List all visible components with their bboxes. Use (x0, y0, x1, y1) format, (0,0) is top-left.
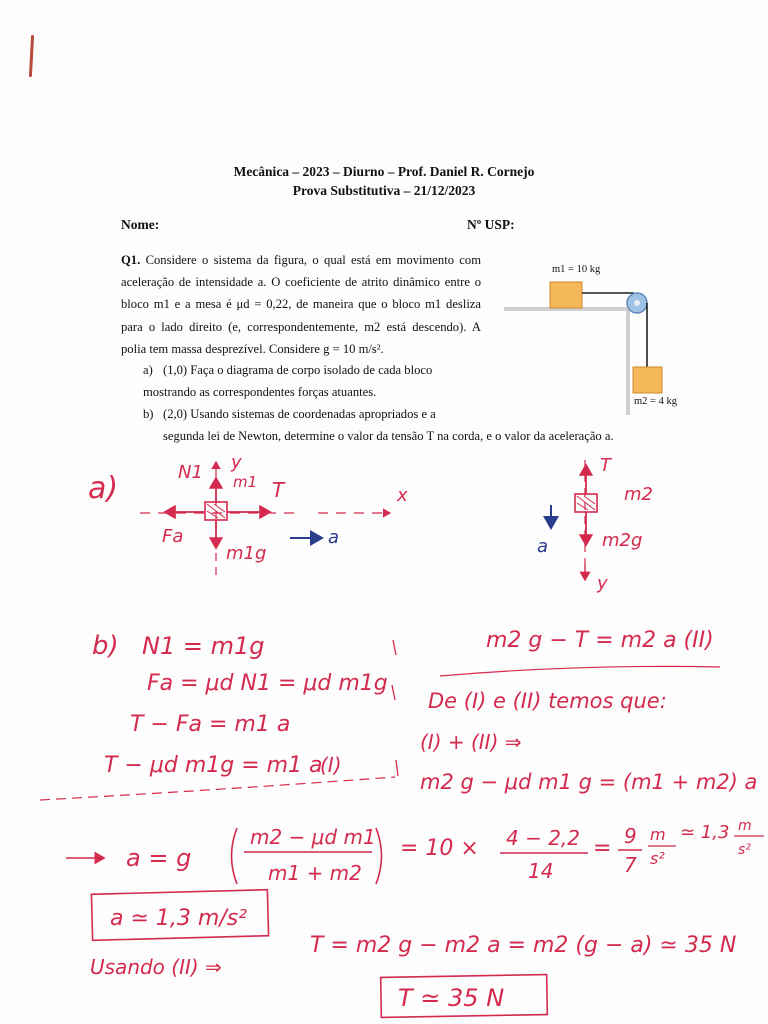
hw-Fa-label: Fa (162, 526, 184, 547)
hw-divider-right (440, 666, 720, 676)
hw-eq-accel-den2: 14 (528, 859, 554, 883)
exam-title: Mecânica – 2023 – Diurno – Prof. Daniel R. Cornejo (233, 164, 535, 179)
hw-boxed-accel: a ≃ 1,3 m/s² (110, 906, 248, 931)
hw-N1-label: N1 (178, 462, 203, 483)
hw-divider-left (40, 777, 395, 800)
hw-boxed-tension: T ≃ 35 N (398, 984, 505, 1012)
hw-eq-accel-den: m1 + m2 (268, 861, 362, 885)
hw-eq-I-tag: (I) (320, 753, 342, 777)
hw-eq-tension-lead: Usando (II) ⇒ (90, 955, 222, 979)
hw-m1-label: m1 (233, 473, 258, 491)
hw-eq-accel-mid: = 10 × (400, 836, 479, 861)
m1-mass-label: m1 = 10 kg (552, 264, 601, 275)
hw-block-m2-hatching (577, 496, 595, 510)
item-a-text: (1,0) Faça o diagrama de corpo isolado de cada bloco mostrando as correspondentes forças atuantes. (143, 363, 433, 400)
hw-x-label: x (397, 485, 408, 506)
hw-eq-N1: N1 = m1g (142, 632, 265, 660)
hw-paren-right (376, 828, 382, 884)
hw-paren-left (232, 828, 238, 884)
hw-unit2-s2: s² (738, 842, 751, 858)
hw-unit2-m: m (738, 818, 752, 834)
hw-eq-newton-m1: T − Fa = m1 a (130, 712, 291, 737)
hw-eq-combine-intro: De (I) e (II) temos que: (428, 689, 667, 713)
hw-eq-II: m2 g − T = m2 a (II) (486, 628, 714, 653)
hw-T-label: T (272, 478, 285, 502)
hw-eq-tension: T = m2 g − m2 a = m2 (g − a) ≃ 35 N (310, 933, 737, 958)
item-a-label: a) (143, 363, 153, 377)
question-body: Considere o sistema da figura, o qual está em movimento com aceleração de intensidade a. O coeficiente de atrito dinâmico entre o bloco m1 e a mesa é μd = 0,22, de maneira que o bloco m1 desliza para o lado direito (e, correspondentemente, m2 está descendo). A polia tem massa desprezível. Considere g = 10 m/s². (121, 253, 481, 356)
hw-frac-9: 9 (624, 824, 637, 848)
hw-eq-accel-num: m2 − μd m1 (250, 825, 376, 849)
hw-T2-label: T (600, 455, 611, 476)
hw-m1g-label: m1g (226, 543, 267, 564)
hw-eq-combined: m2 g − μd m1 g = (m1 + m2) a (420, 770, 758, 794)
hw-m2-acceleration-label: a (537, 536, 549, 557)
hw-y-label: y (231, 452, 242, 473)
hw-unit-m: m (650, 825, 666, 844)
hw-column-divider (392, 640, 398, 776)
hw-eq-accel-num2: 4 − 2,2 (506, 826, 581, 850)
hw-y2-label: y (597, 573, 608, 594)
item-b-label: b) (143, 407, 154, 421)
hw-acceleration-label: a (328, 527, 340, 548)
hw-equals-sign: = (593, 836, 612, 861)
usp-number-label: Nº USP: (467, 217, 515, 232)
hw-part-b-label: b) (92, 631, 119, 661)
item-b-text-line2: segunda lei de Newton, determine o valor da tensão T na corda, e o valor da aceleração a. (163, 429, 614, 443)
hw-eq-I: T − μd m1g = m1 a (104, 753, 323, 778)
hw-m2-label: m2 (624, 484, 653, 505)
hw-part-a-label: a) (88, 471, 119, 506)
name-label: Nome: (121, 217, 160, 232)
hw-approx-value: ≃ 1,3 (680, 822, 730, 843)
hw-unit-s2: s² (650, 849, 665, 868)
exam-subtitle: Prova Substitutiva – 21/12/2023 (292, 183, 476, 198)
m2-mass-label: m2 = 4 kg (634, 396, 677, 407)
hw-eq-sum: (I) + (II) ⇒ (420, 730, 522, 754)
item-b-text-line1: (2,0) Usando sistemas de coordenadas apropriados e a (163, 407, 436, 421)
hw-frac-7: 7 (624, 853, 637, 877)
hw-eq-friction: Fa = μd N1 = μd m1g (147, 671, 388, 696)
hw-eq-accel-lhs: a = g (126, 844, 192, 872)
question-number: Q1. (121, 253, 141, 267)
hw-m2g-label: m2g (602, 530, 643, 551)
